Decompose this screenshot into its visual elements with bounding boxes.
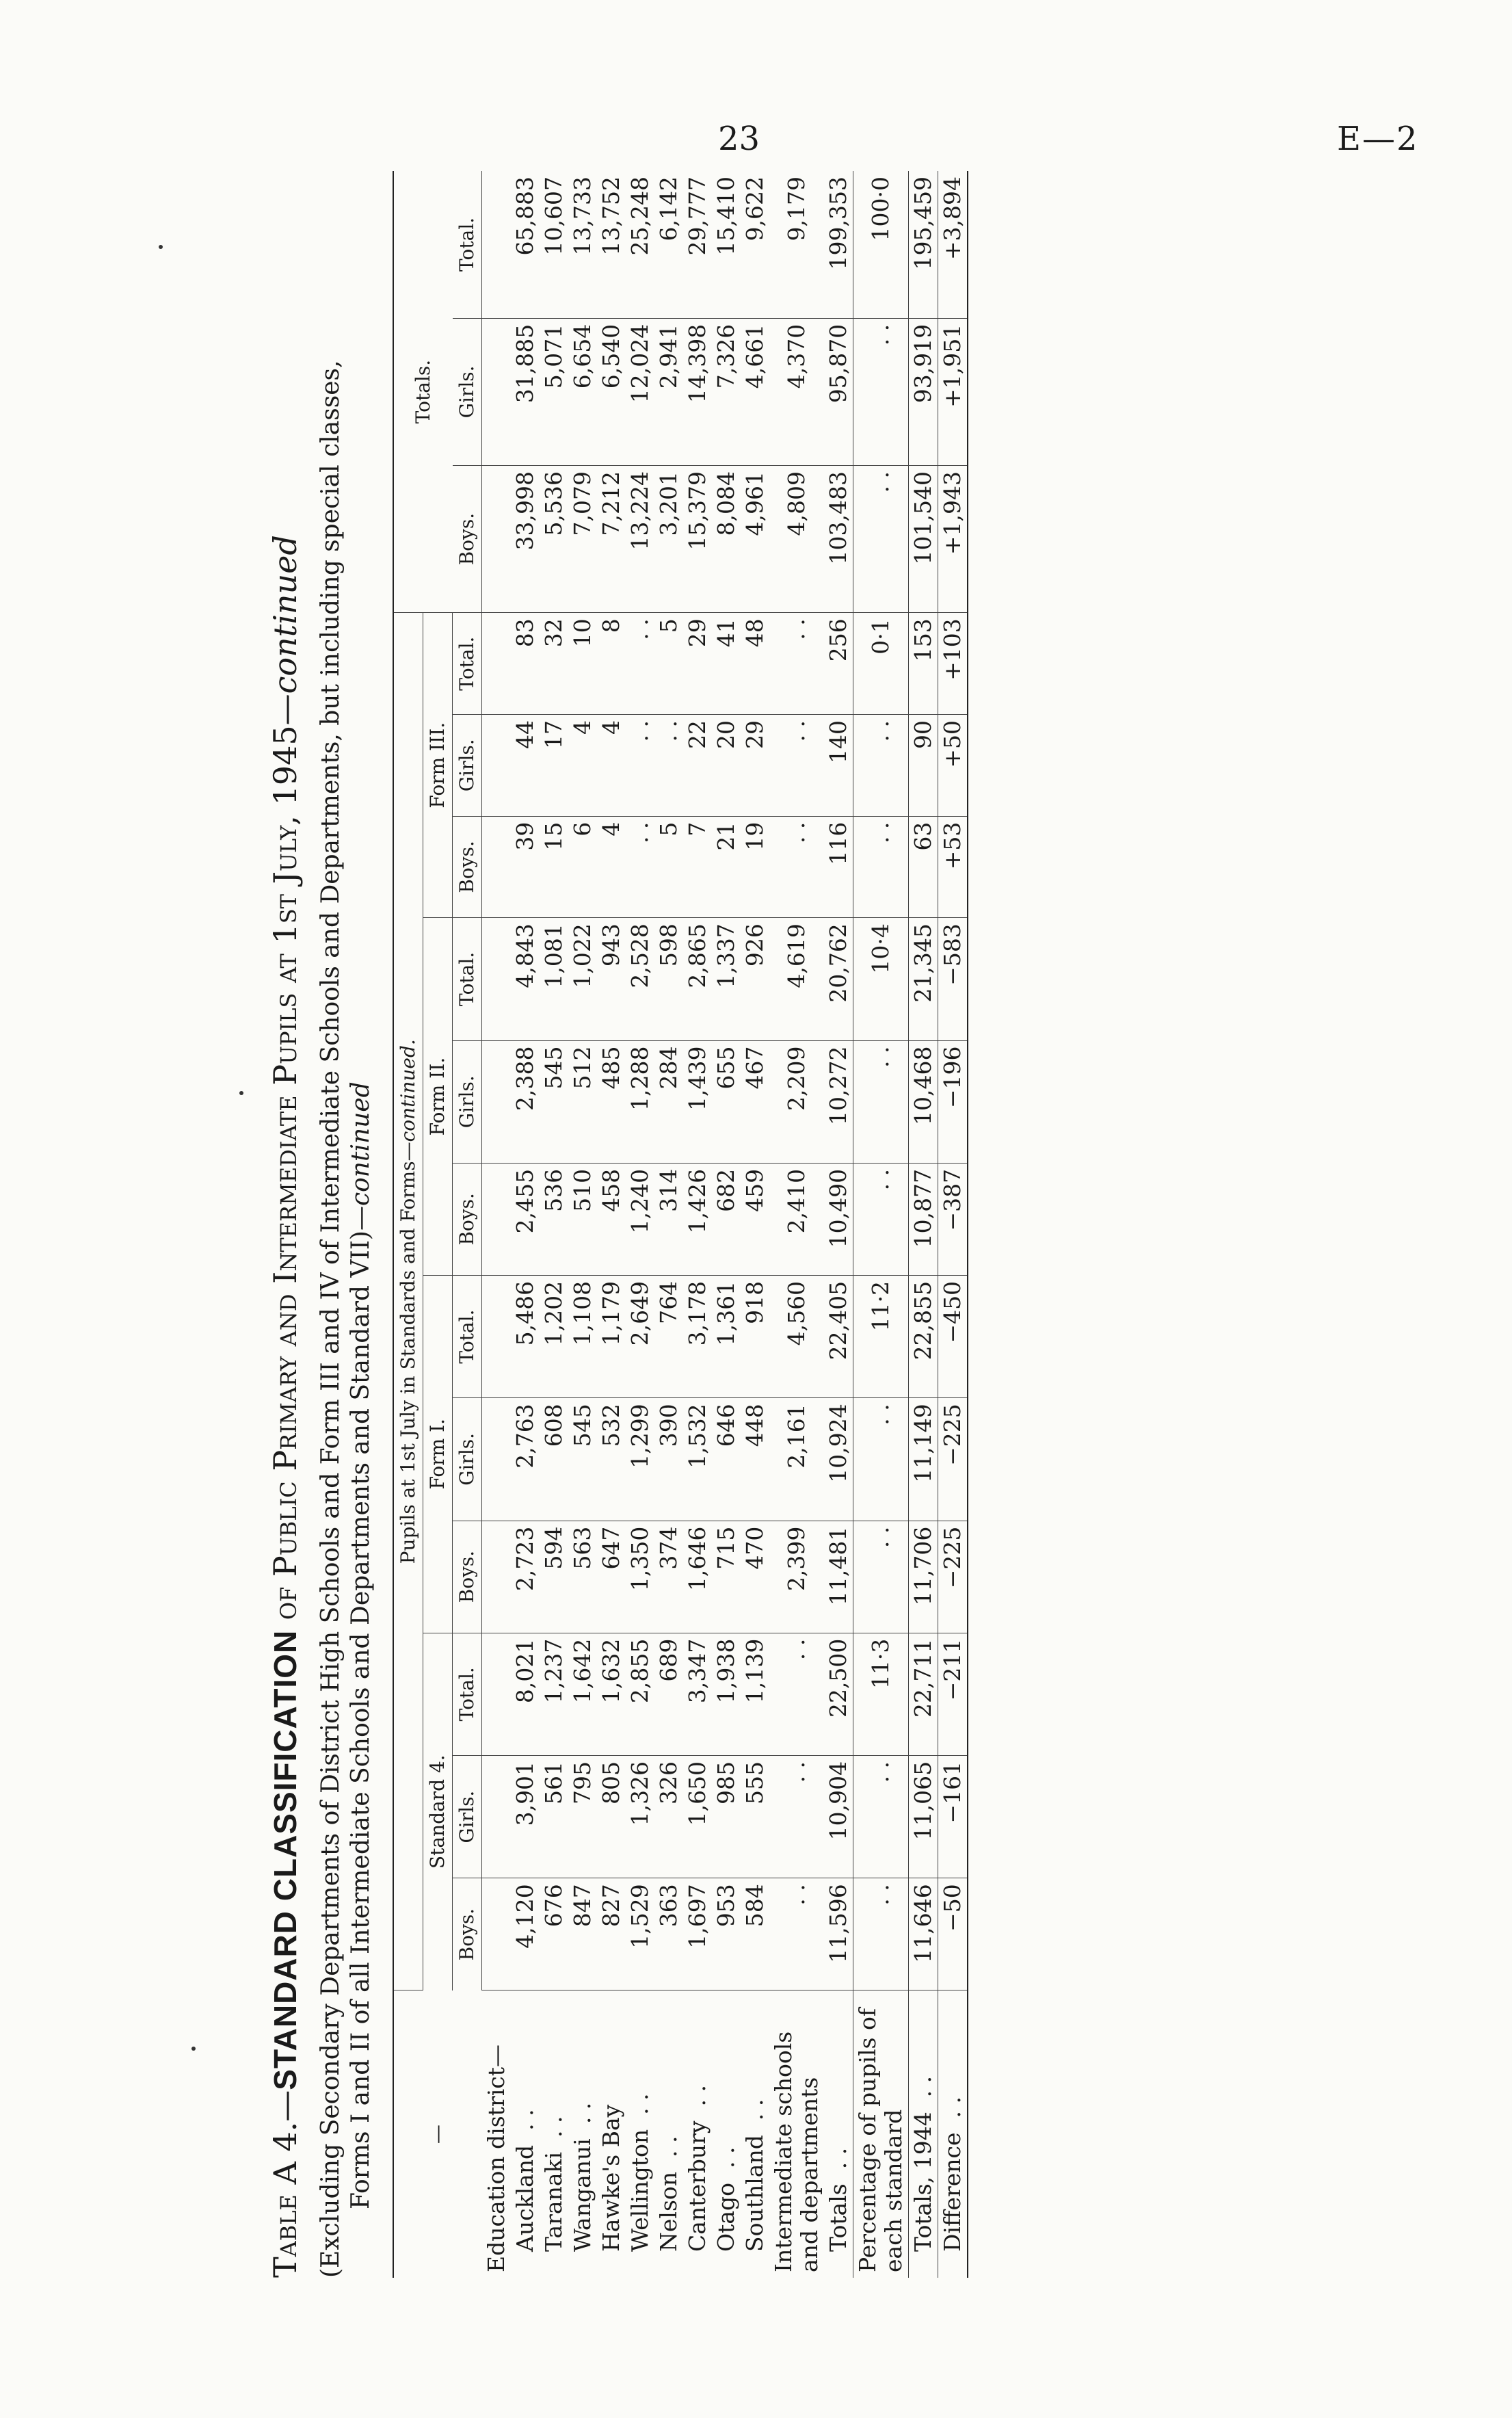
table-cell: 13,224	[626, 466, 654, 613]
speck	[239, 1091, 243, 1095]
table-cell: 11,149	[908, 1398, 938, 1521]
table-cell: 100·0	[853, 171, 908, 318]
row-label: Canterbury . .	[683, 2085, 711, 2252]
row-label: Auckland . .	[511, 2109, 538, 2252]
table-cell: 2,723	[511, 1521, 540, 1633]
table-cell: . .	[853, 1878, 908, 1990]
table-cell: 15	[540, 816, 568, 918]
table-cell: +50	[938, 714, 968, 816]
table-cell: 4,843	[511, 918, 540, 1040]
table-cell: . .	[853, 1521, 908, 1633]
table-cell: 10·4	[853, 918, 908, 1040]
table-cell: 19	[741, 816, 769, 918]
table-cell: 3,347	[683, 1633, 712, 1755]
row-label: Totals . .	[824, 2147, 851, 2252]
table-row	[597, 171, 626, 2278]
table-cell: −225	[938, 1398, 968, 1521]
table-cell: 101,540	[908, 466, 938, 613]
empty-cell	[482, 613, 511, 715]
column-header: Boys.	[453, 1163, 482, 1275]
table-cell: 22,500	[824, 1633, 853, 1755]
table-cell: 63	[908, 816, 938, 918]
table-cell: 195,459	[908, 171, 938, 318]
table-cell: −387	[938, 1163, 968, 1275]
table-cell: . .	[853, 714, 908, 816]
table-cell: 153	[908, 613, 938, 715]
table-cell: 1,646	[683, 1521, 712, 1633]
table-cell: 7,326	[712, 318, 741, 465]
column-header: Total.	[453, 1633, 482, 1755]
table-cell: 29	[683, 613, 712, 715]
table-cell: 2,865	[683, 918, 712, 1040]
empty-cell	[482, 1755, 511, 1878]
table-cell: 1,361	[712, 1275, 741, 1397]
table-cell: . .	[626, 816, 654, 918]
speck	[191, 2047, 196, 2051]
table-cell: 22	[683, 714, 712, 816]
table-cell: 256	[824, 613, 853, 715]
table-cell: 5,536	[540, 466, 568, 613]
column-header: Boys.	[453, 816, 482, 918]
table-cell: 647	[597, 1521, 626, 1633]
table-cell: . .	[769, 816, 824, 918]
table-cell: 284	[654, 1040, 683, 1163]
table-cell: 11,596	[824, 1878, 853, 1990]
column-header: Total.	[453, 171, 482, 318]
table-cell: 5,071	[540, 318, 568, 465]
table-cell: 5	[654, 613, 683, 715]
group-header-form-3: Form III.	[423, 613, 453, 918]
table-cell: 44	[511, 714, 540, 816]
empty-cell	[482, 1521, 511, 1633]
table-cell: 4,120	[511, 1878, 540, 1990]
subtitle-line-2: Forms I and II of all Intermediate Schools and Departments and Standard VII)	[347, 1231, 375, 2209]
table-cell: 2,855	[626, 1633, 654, 1755]
table-cell: 943	[597, 918, 626, 1040]
table-cell: −450	[938, 1275, 968, 1397]
page-code: E—2	[1337, 120, 1419, 158]
table-cell: −161	[938, 1755, 968, 1878]
table-cell: 4	[597, 714, 626, 816]
table-cell: 1,337	[712, 918, 741, 1040]
table-cell: −225	[938, 1521, 968, 1633]
table-cell: 1,299	[626, 1398, 654, 1521]
column-header: Girls.	[453, 1040, 482, 1163]
table-cell: 13,733	[568, 171, 597, 318]
table-cell: 10,904	[824, 1755, 853, 1878]
group-header-standard-4: Standard 4.	[423, 1633, 453, 1990]
classification-table	[393, 171, 968, 2278]
table-cell: 4,370	[769, 318, 824, 465]
table-cell: 390	[654, 1398, 683, 1521]
table-row	[741, 171, 769, 2278]
table-cell: 1,650	[683, 1755, 712, 1878]
table-row	[540, 171, 568, 2278]
table-cell: 536	[540, 1163, 568, 1275]
table-cell: 7	[683, 816, 712, 918]
table-cell: 2,388	[511, 1040, 540, 1163]
table-row	[626, 171, 654, 2278]
table-cell: 20	[712, 714, 741, 816]
row-label: Totals, 1944 . .	[908, 1990, 938, 2278]
subtitle-line-1: (Excluding Secondary Departments of District High Schools and Form III and IV of Intermediate Schools and Departments, but including special classes,	[317, 360, 345, 2278]
table-cell: 8,084	[712, 466, 741, 613]
table-row	[824, 171, 853, 2278]
table-cell: +3,894	[938, 171, 968, 318]
table-cell: 5,486	[511, 1275, 540, 1397]
table-cell: 470	[741, 1521, 769, 1633]
table-cell: 1,288	[626, 1040, 654, 1163]
table-cell: 93,919	[908, 318, 938, 465]
table-cell: 9,179	[769, 171, 824, 318]
empty-cell	[482, 171, 511, 318]
table-cell: 594	[540, 1521, 568, 1633]
row-label: Otago . .	[712, 2146, 739, 2252]
rotated-table-page	[267, 157, 1334, 2278]
table-cell: 8	[597, 613, 626, 715]
table-cell: 512	[568, 1040, 597, 1163]
table-cell: 2,399	[769, 1521, 824, 1633]
table-cell: 83	[511, 613, 540, 715]
table-cell: 646	[712, 1398, 741, 1521]
table-cell: 314	[654, 1163, 683, 1275]
table-cell: +103	[938, 613, 968, 715]
district-heading: Education district—	[482, 2045, 509, 2272]
table-cell: 3,178	[683, 1275, 712, 1397]
table-row	[908, 171, 938, 2278]
table-cell: 1,237	[540, 1633, 568, 1755]
table-cell: 1,529	[626, 1878, 654, 1990]
table-cell: 6,142	[654, 171, 683, 318]
table-cell: 6,654	[568, 318, 597, 465]
table-cell: . .	[853, 816, 908, 918]
table-cell: 985	[712, 1755, 741, 1878]
row-label: Intermediate schools and departments	[769, 2031, 823, 2272]
table-cell: 31,885	[511, 318, 540, 465]
corner-header: —	[393, 1990, 482, 2278]
table-cell: 22,405	[824, 1275, 853, 1397]
table-cell: 11,646	[908, 1878, 938, 1990]
table-cell: 6	[568, 816, 597, 918]
table-cell: 4,560	[769, 1275, 824, 1397]
table-cell: 14,398	[683, 318, 712, 465]
table-cell: 4,809	[769, 466, 824, 613]
table-cell: 39	[511, 816, 540, 918]
empty-cell	[482, 1275, 511, 1397]
table-cell: 4	[597, 816, 626, 918]
column-header: Boys.	[453, 1521, 482, 1633]
table-cell: 4,961	[741, 466, 769, 613]
table-row	[568, 171, 597, 2278]
title-of: of	[267, 1577, 304, 1630]
row-label: Hawke's Bay	[597, 2104, 624, 2252]
table-cell: 545	[540, 1040, 568, 1163]
table-cell: . .	[853, 318, 908, 465]
table-cell: −50	[938, 1878, 968, 1990]
table-cell: . .	[626, 714, 654, 816]
district-heading-row	[482, 171, 511, 2278]
table-cell: 33,998	[511, 466, 540, 613]
table-cell: +53	[938, 816, 968, 918]
table-cell: 2,649	[626, 1275, 654, 1397]
table-cell: 918	[741, 1275, 769, 1397]
table-cell: 458	[597, 1163, 626, 1275]
empty-cell	[482, 1040, 511, 1163]
table-cell: 10	[568, 613, 597, 715]
empty-cell	[482, 918, 511, 1040]
table-cell: 8,021	[511, 1633, 540, 1755]
column-header: Total.	[453, 613, 482, 715]
table-title	[267, 157, 304, 2278]
table-cell: 448	[741, 1398, 769, 1521]
row-label: Wellington . .	[626, 2093, 653, 2252]
column-header: Girls.	[453, 318, 482, 465]
table-row	[853, 171, 908, 2278]
table-cell: 3,201	[654, 466, 683, 613]
table-cell: 563	[568, 1521, 597, 1633]
table-cell: . .	[853, 466, 908, 613]
table-cell: 25,248	[626, 171, 654, 318]
table-cell: 608	[540, 1398, 568, 1521]
group-header-form-1: Form I.	[423, 1275, 453, 1633]
table-cell: 29	[741, 714, 769, 816]
table-cell: 1,240	[626, 1163, 654, 1275]
table-cell: . .	[769, 613, 824, 715]
empty-cell	[482, 714, 511, 816]
table-cell: 805	[597, 1755, 626, 1878]
table-cell: 715	[712, 1521, 741, 1633]
table-cell: . .	[769, 714, 824, 816]
empty-cell	[482, 466, 511, 613]
table-cell: 6,540	[597, 318, 626, 465]
table-cell: 10,924	[824, 1398, 853, 1521]
table-row	[654, 171, 683, 2278]
table-cell: 4	[568, 714, 597, 816]
table-cell: 2,161	[769, 1398, 824, 1521]
table-cell: 1,697	[683, 1878, 712, 1990]
table-cell: 29,777	[683, 171, 712, 318]
empty-cell	[482, 1398, 511, 1521]
table-cell: 21	[712, 816, 741, 918]
table-row	[769, 171, 824, 2278]
table-cell: 1,081	[540, 918, 568, 1040]
column-header: Girls.	[453, 1398, 482, 1521]
table-cell: 467	[741, 1040, 769, 1163]
page-number: 23	[718, 120, 760, 158]
table-cell: 1,426	[683, 1163, 712, 1275]
table-cell: 2,763	[511, 1398, 540, 1521]
table-cell: 1,642	[568, 1633, 597, 1755]
table-cell: 20,762	[824, 918, 853, 1040]
table-cell: 1,350	[626, 1521, 654, 1633]
table-cell: 5	[654, 816, 683, 918]
empty-cell	[482, 318, 511, 465]
table-cell: 374	[654, 1521, 683, 1633]
table-cell: 1,439	[683, 1040, 712, 1163]
totals-header: Totals.	[393, 171, 453, 613]
table-cell: 926	[741, 918, 769, 1040]
row-label: Nelson . .	[654, 2136, 682, 2252]
table-cell: 22,855	[908, 1275, 938, 1397]
table-cell: 95,870	[824, 318, 853, 465]
column-header: Total.	[453, 918, 482, 1040]
table-cell: 15,379	[683, 466, 712, 613]
table-cell: 10,490	[824, 1163, 853, 1275]
table-cell: 10,607	[540, 171, 568, 318]
table-cell: 545	[568, 1398, 597, 1521]
table-cell: 11,065	[908, 1755, 938, 1878]
column-header: Girls.	[453, 714, 482, 816]
table-cell: 953	[712, 1878, 741, 1990]
table-cell: 10,468	[908, 1040, 938, 1163]
table-cell: 48	[741, 613, 769, 715]
speck	[159, 245, 163, 249]
table-cell: 1,632	[597, 1633, 626, 1755]
table-cell: −196	[938, 1040, 968, 1163]
column-header: Total.	[453, 1275, 482, 1397]
table-cell: 11,706	[908, 1521, 938, 1633]
empty-cell	[482, 1163, 511, 1275]
table-cell: 1,532	[683, 1398, 712, 1521]
table-cell: 1,022	[568, 918, 597, 1040]
table-cell: 12,024	[626, 318, 654, 465]
table-cell: 11·3	[853, 1633, 908, 1755]
table-cell: 65,883	[511, 171, 540, 318]
table-cell: 459	[741, 1163, 769, 1275]
table-cell: . .	[853, 1163, 908, 1275]
table-cell: 1,202	[540, 1275, 568, 1397]
group-header-form-2: Form II.	[423, 918, 453, 1276]
column-header: Girls.	[453, 1755, 482, 1878]
table-cell: 2,209	[769, 1040, 824, 1163]
empty-cell	[482, 816, 511, 918]
span-header: Pupils at 1st July in Standards and Forms—continued.	[393, 613, 423, 1990]
table-cell: 795	[568, 1755, 597, 1878]
table-cell: 103,483	[824, 466, 853, 613]
table-cell: −211	[938, 1633, 968, 1755]
table-cell: . .	[769, 1633, 824, 1755]
table-cell: 1,326	[626, 1755, 654, 1878]
table-cell: 689	[654, 1633, 683, 1755]
empty-cell	[482, 1633, 511, 1755]
table-cell: 584	[741, 1878, 769, 1990]
table-cell: 655	[712, 1040, 741, 1163]
table-cell: 0·1	[853, 613, 908, 715]
title-prefix: Table A 4.—	[267, 2090, 304, 2278]
table-cell: 32	[540, 613, 568, 715]
table-cell: 90	[908, 714, 938, 816]
table-row	[683, 171, 712, 2278]
table-cell: 561	[540, 1755, 568, 1878]
table-row	[712, 171, 741, 2278]
table-cell: 22,711	[908, 1633, 938, 1755]
table-cell: 10,272	[824, 1040, 853, 1163]
table-cell: 2,410	[769, 1163, 824, 1275]
row-label: Wanganui . .	[568, 2102, 596, 2252]
table-subtitle	[316, 157, 376, 2278]
table-cell: . .	[853, 1040, 908, 1163]
table-cell: 13,752	[597, 171, 626, 318]
table-cell: 1,108	[568, 1275, 597, 1397]
table-cell: 21,345	[908, 918, 938, 1040]
row-label: Southland . .	[741, 2099, 768, 2252]
table-cell: 9,622	[741, 171, 769, 318]
table-cell: 485	[597, 1040, 626, 1163]
table-cell: 532	[597, 1398, 626, 1521]
table-cell: . .	[769, 1878, 824, 1990]
table-cell: . .	[853, 1398, 908, 1521]
column-header: Boys.	[453, 1878, 482, 1990]
subtitle-continued: —continued	[347, 1081, 375, 1231]
column-header: Boys.	[453, 466, 482, 613]
table-cell: . .	[654, 714, 683, 816]
table-cell: 10,877	[908, 1163, 938, 1275]
table-cell: 2,941	[654, 318, 683, 465]
title-continued: —continued	[267, 535, 304, 726]
title-rest: Public Primary and Intermediate Pupils at 1st July, 1945	[267, 725, 304, 1577]
table-cell: . .	[626, 613, 654, 715]
table-cell: 11,481	[824, 1521, 853, 1633]
table-cell: 827	[597, 1878, 626, 1990]
table-cell: 598	[654, 918, 683, 1040]
table-cell: 116	[824, 816, 853, 918]
table-cell: 1,938	[712, 1633, 741, 1755]
table-cell: 1,139	[741, 1633, 769, 1755]
table-cell: 17	[540, 714, 568, 816]
row-label: Percentage of pupils of each standard	[853, 1990, 908, 2278]
table-cell: 555	[741, 1755, 769, 1878]
table-cell: 7,212	[597, 466, 626, 613]
table-row	[938, 171, 968, 2278]
table-cell: 7,079	[568, 466, 597, 613]
table-cell: . .	[769, 1755, 824, 1878]
table-cell: 140	[824, 714, 853, 816]
row-label: Taranaki . .	[540, 2116, 567, 2252]
table-cell: 41	[712, 613, 741, 715]
row-label: Difference . .	[938, 1990, 968, 2278]
table-cell: 1,179	[597, 1275, 626, 1397]
table-cell: 2,455	[511, 1163, 540, 1275]
table-cell: 326	[654, 1755, 683, 1878]
table-cell: 363	[654, 1878, 683, 1990]
table-cell: 764	[654, 1275, 683, 1397]
table-cell: 2,528	[626, 918, 654, 1040]
empty-cell	[482, 1878, 511, 1990]
table-cell: −583	[938, 918, 968, 1040]
table-cell: 682	[712, 1163, 741, 1275]
table-cell: +1,943	[938, 466, 968, 613]
table-cell: 4,661	[741, 318, 769, 465]
table-cell: +1,951	[938, 318, 968, 465]
table-cell: 3,901	[511, 1755, 540, 1878]
table-cell: 11·2	[853, 1275, 908, 1397]
table-row	[511, 171, 540, 2278]
table-cell: 676	[540, 1878, 568, 1990]
table-cell: 15,410	[712, 171, 741, 318]
table-cell: 510	[568, 1163, 597, 1275]
table-cell: 4,619	[769, 918, 824, 1040]
table-cell: . .	[853, 1755, 908, 1878]
table-cell: 847	[568, 1878, 597, 1990]
title-bold: STANDARD CLASSIFICATION	[267, 1629, 303, 2090]
table-cell: 199,353	[824, 171, 853, 318]
